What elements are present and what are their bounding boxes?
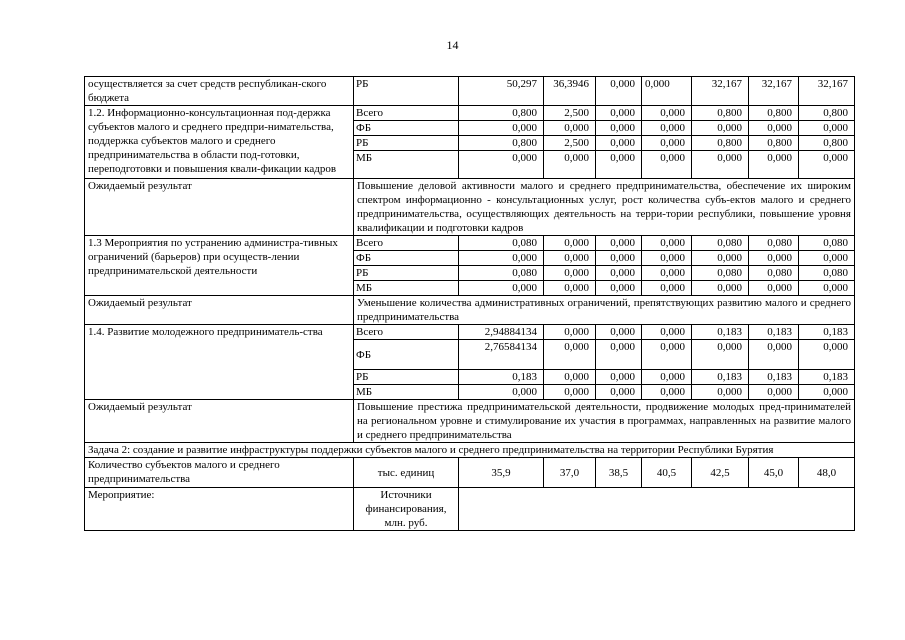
table-row [85,296,855,325]
funding-source: МБ [354,281,459,296]
value-cell: 0,080 [692,266,749,281]
value-cell: 0,000 [544,370,596,385]
funding-source: РБ [354,77,459,106]
value-cell: 35,9 [459,458,544,488]
value-cell: 0,000 [544,151,596,179]
activity-description: осуществляется за счет средств республикан-ского бюджета [85,77,354,106]
value-cell: 0,000 [642,251,692,266]
table-row [85,400,855,443]
funding-source: Всего [354,106,459,121]
value-cell: 0,800 [692,136,749,151]
expected-result-label: Ожидаемый результат [85,400,354,443]
value-cell: 0,000 [799,251,855,266]
value-cell: 0,800 [799,106,855,121]
table-row [85,488,855,531]
funding-source: МБ [354,385,459,400]
value-cell: 0,000 [596,106,642,121]
value-cell: 2,94884134 [459,325,544,340]
value-cell: 0,000 [459,251,544,266]
value-cell: 0,000 [642,136,692,151]
funding-source: Всего [354,236,459,251]
expected-result-text: Повышение престижа предпринимательской деятельности, продвижение молодых пред-принимателей на региональном уровне и стимулирование их участия в программах, направленных на развитие малого и среднего предпринимательства [354,400,855,443]
value-cell: 0,000 [749,121,799,136]
value-cell: 0,000 [799,151,855,179]
value-cell: 38,5 [596,458,642,488]
value-cell: 0,183 [692,325,749,340]
value-cell: 0,000 [692,121,749,136]
value-cell: 0,000 [596,236,642,251]
value-cell: 0,000 [459,281,544,296]
value-cell: 0,080 [692,236,749,251]
value-cell: 0,000 [544,266,596,281]
value-cell: 2,76584134 [459,340,544,370]
value-cell: 0,000 [459,385,544,400]
value-cell: 0,000 [596,281,642,296]
value-cell: 0,000 [749,281,799,296]
value-cell: 0,000 [459,151,544,179]
funding-source: МБ [354,151,459,179]
value-cell: 0,000 [642,385,692,400]
value-cell: 0,183 [749,370,799,385]
value-cell: 0,000 [596,121,642,136]
expected-result-text: Повышение деловой активности малого и среднего предпринимательства, обеспечение их широким спектром информационно - консультационных услуг, рост количества субъ-ектов малого и среднего предпринимательства, осуществляющих деятельность на терри-тории республики, повышение уровня квалификации и подготовки кадров [354,179,855,236]
value-cell: 0,000 [544,251,596,266]
value-cell: 0,000 [749,340,799,370]
task-heading: Задача 2: создание и развитие инфраструктуры поддержки субъектов малого и среднего предпринимательства на территории Республики Бурятия [85,443,855,458]
table-row [85,236,855,251]
value-cell: 0,000 [544,281,596,296]
funding-source: ФБ [354,251,459,266]
value-cell: 0,000 [596,325,642,340]
value-cell: 0,000 [596,385,642,400]
value-cell: 0,000 [799,340,855,370]
value-cell: 0,000 [596,370,642,385]
program-financing-table [84,76,855,531]
indicator-unit: тыс. единиц [354,458,459,488]
value-cell: 0,000 [642,77,692,106]
value-cell: 45,0 [749,458,799,488]
value-cell: 0,000 [749,251,799,266]
value-cell: 0,080 [799,236,855,251]
value-cell: 0,000 [596,136,642,151]
value-cell: 36,3946 [544,77,596,106]
value-cell: 0,000 [596,77,642,106]
table-row [85,443,855,458]
value-cell: 0,080 [749,236,799,251]
value-cell: 0,183 [799,325,855,340]
value-cell: 0,000 [749,151,799,179]
value-cell: 0,800 [749,136,799,151]
value-cell: 0,183 [692,370,749,385]
value-cell: 0,000 [749,385,799,400]
value-cell: 0,000 [642,266,692,281]
funding-source: ФБ [354,121,459,136]
value-cell: 0,000 [799,385,855,400]
empty-cell [459,488,855,531]
value-cell: 0,183 [749,325,799,340]
value-cell: 0,000 [642,325,692,340]
indicator-label: Количество субъектов малого и среднего предпринимательства [85,458,354,488]
funding-sources-header: Источники финансирования, млн. руб. [354,488,459,531]
value-cell: 0,000 [692,385,749,400]
value-cell: 0,080 [749,266,799,281]
value-cell: 0,183 [459,370,544,385]
value-cell: 0,080 [459,236,544,251]
activity-description: 1.3 Мероприятия по устранению администра-тивных ограничений (барьеров) при осуществ-лении предпринимательской деятельности [85,236,354,296]
value-cell: 0,000 [642,121,692,136]
value-cell: 0,000 [692,251,749,266]
measure-label: Мероприятие: [85,488,354,531]
value-cell: 2,500 [544,106,596,121]
value-cell: 32,167 [692,77,749,106]
value-cell: 0,000 [596,340,642,370]
expected-result-label: Ожидаемый результат [85,179,354,236]
value-cell: 0,000 [692,340,749,370]
value-cell: 0,800 [459,136,544,151]
funding-source: Всего [354,325,459,340]
value-cell: 37,0 [544,458,596,488]
table-row [85,106,855,121]
value-cell: 0,000 [596,251,642,266]
value-cell: 0,000 [642,151,692,179]
value-cell: 0,800 [799,136,855,151]
value-cell: 32,167 [799,77,855,106]
value-cell: 40,5 [642,458,692,488]
value-cell: 32,167 [749,77,799,106]
value-cell: 48,0 [799,458,855,488]
page-number: 14 [446,38,459,52]
funding-source: РБ [354,370,459,385]
table-row [85,179,855,236]
funding-source: ФБ [354,340,459,370]
value-cell: 0,800 [749,106,799,121]
value-cell: 0,183 [799,370,855,385]
value-cell: 50,297 [459,77,544,106]
value-cell: 0,080 [799,266,855,281]
value-cell: 42,5 [692,458,749,488]
value-cell: 0,000 [642,236,692,251]
expected-result-label: Ожидаемый результат [85,296,354,325]
value-cell: 0,000 [642,281,692,296]
value-cell: 0,000 [596,266,642,281]
table-row [85,77,855,106]
table-row [85,458,855,488]
activity-description: 1.4. Развитие молодежного предприниматель-ства [85,325,354,400]
value-cell: 0,000 [799,121,855,136]
value-cell: 0,800 [459,106,544,121]
value-cell: 0,000 [799,281,855,296]
funding-source: РБ [354,136,459,151]
expected-result-text: Уменьшение количества административных ограничений, препятствующих развитию малого и среднего предпринимательства [354,296,855,325]
activity-description: 1.2. Информационно-консультационная под-держка субъектов малого и среднего предпри-нимательства, поддержка субъектов малого и среднего предпринимательства в области под-готовки, переподготовки и повышения квали-фикации кадров [85,106,354,179]
value-cell: 0,000 [544,121,596,136]
funding-source: РБ [354,266,459,281]
value-cell: 0,000 [642,106,692,121]
value-cell: 0,000 [596,151,642,179]
value-cell: 0,000 [642,370,692,385]
value-cell: 2,500 [544,136,596,151]
value-cell: 0,000 [642,340,692,370]
table-row [85,325,855,340]
value-cell: 0,080 [459,266,544,281]
value-cell: 0,000 [544,340,596,370]
value-cell: 0,000 [544,325,596,340]
value-cell: 0,000 [459,121,544,136]
value-cell: 0,000 [692,281,749,296]
value-cell: 0,000 [544,236,596,251]
value-cell: 0,800 [692,106,749,121]
value-cell: 0,000 [692,151,749,179]
value-cell: 0,000 [544,385,596,400]
